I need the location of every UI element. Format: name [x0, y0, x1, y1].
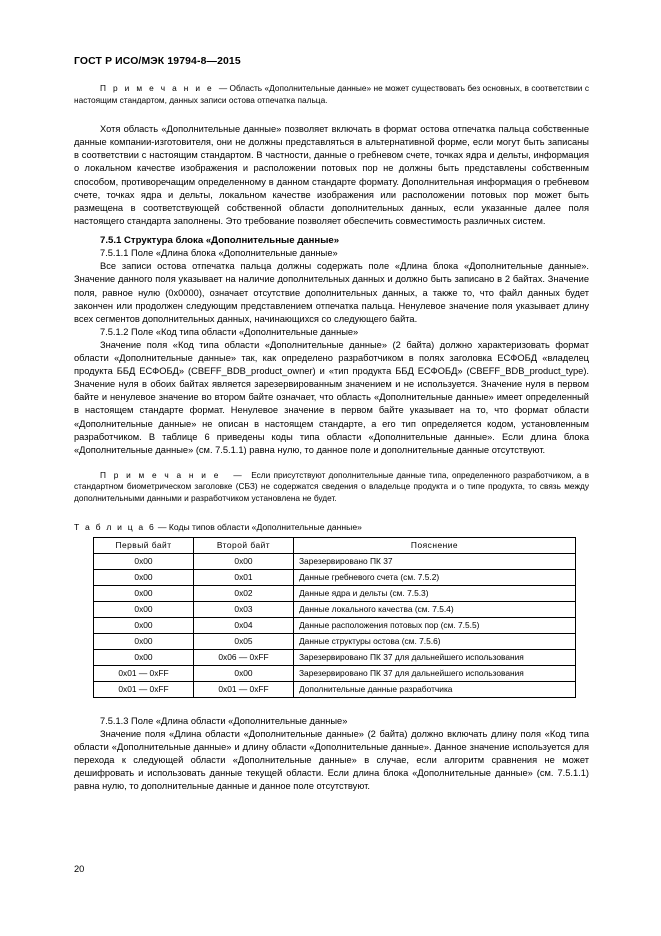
table-header: [94, 537, 576, 553]
table-additional-data-type-codes: [93, 537, 576, 698]
cell-explanation: Данные ядра и дельты (см. 7.5.3): [294, 585, 576, 601]
cell-explanation: Данные локального качества (см. 7.5.4): [294, 601, 576, 617]
table-caption-text: Коды типов области «Дополнительные данные»: [168, 521, 362, 532]
page-content: [74, 56, 589, 793]
cell-first-byte: 0x00: [94, 553, 194, 569]
cell-second-byte: 0x00: [194, 553, 294, 569]
spacer: [74, 457, 589, 470]
table-body: [94, 553, 576, 697]
table-row: [94, 649, 576, 665]
column-header-explanation: Пояснение: [294, 537, 576, 553]
page-number: 20: [74, 864, 85, 874]
spacer: [74, 505, 589, 522]
cell-second-byte: 0x04: [194, 617, 294, 633]
document-header: ГОСТ Р ИСО/МЭК 19794-8—2015: [74, 56, 241, 67]
paragraph-overview: Хотя область «Дополнительные данные» позволяет включать в формат остова отпечатка пальца собственные данные компании-изготовителя, они не должны представляться в альтернативной форме, если могут быть записаны в соответствии с настоящим стандартом. В частности, данные о гребневом счете, точках ядра и дельты, информация о локальном качестве изображения и расположении потовых пор не должны быть представлены собственным способом, противоречащим определенному в данном стандарте формату. Дополнительная информация о гребневом счете, точках ядра и дельты, локальном качестве изображения или расположении потовых пор может быть размещена в соответствующей собственной области дополнительных данных, если указанные далее поля настоящего стандарта заполнены. Это требование позволяет обеспечить совместимость различных систем.: [74, 124, 589, 226]
column-header-second-byte: Второй байт: [194, 537, 294, 553]
table-caption-label: Т а б л и ц а 6: [74, 521, 156, 532]
table-row: [94, 617, 576, 633]
cell-first-byte: 0x00: [94, 633, 194, 649]
note-label-1: П р и м е ч а н и е: [100, 83, 214, 93]
paragraph-7-5-1-3: Значение поля «Длина области «Дополнительные данные» (2 байта) должно включать длину поля «Код типа области «Дополнительные данные» и длину области «Дополнительные данные». Данное значение используется для перехода к следующей области «Дополнительные данные» в случае, если алгоритм сравнения не может дешифровать и использовать данные текущей области. Если длина блока «Дополнительные данные» (см. 7.5.1.1) равна нулю, то дополнительные данные и данное поле отсутствуют.: [74, 728, 589, 792]
cell-first-byte: 0x01 — 0xFF: [94, 681, 194, 697]
table-caption: [74, 522, 589, 532]
table-row: [94, 681, 576, 697]
table-row: [94, 665, 576, 681]
paragraph-7-5-1-1: Все записи остова отпечатка пальца должны содержать поле «Длина блока «Дополнительные данные». Значение данного поля указывает на наличие дополнительных данных и должно быть записано в 2 байтах. Значение поля, равное нулю (0x0000), означает отсутствие дополнительных данных, а также то, что файл данных будет закончен или продолжен следующим представлением отпечатка пальца. Ненулевое значение поля указывает длину всех сегментов дополнительных данных, начинающихся со следующего байта.: [74, 261, 589, 324]
cell-first-byte: 0x01 — 0xFF: [94, 665, 194, 681]
table-header-row: [94, 537, 576, 553]
cell-explanation: Данные структуры остова (см. 7.5.6): [294, 633, 576, 649]
cell-first-byte: 0x00: [94, 569, 194, 585]
note-paragraph-2: [74, 470, 589, 505]
table-row: [94, 633, 576, 649]
table-row: [94, 601, 576, 617]
column-header-first-byte: Первый байт: [94, 537, 194, 553]
table-row: [94, 569, 576, 585]
section-heading-7-5-1: 7.5.1 Структура блока «Дополнительные данные»: [100, 234, 340, 246]
cell-second-byte: 0x00: [194, 665, 294, 681]
cell-explanation: Зарезервировано ПК 37 для дальнейшего использования: [294, 665, 576, 681]
spacer: [74, 698, 589, 715]
cell-explanation: Зарезервировано ПК 37: [294, 553, 576, 569]
table-caption-dash: —: [157, 521, 167, 532]
cell-first-byte: 0x00: [94, 601, 194, 617]
note-dash-2: —: [233, 469, 242, 480]
note-dash-1: —: [218, 83, 228, 93]
subsection-heading-7-5-1-2: 7.5.1.2 Поле «Код типа области «Дополнительные данные»: [100, 326, 359, 337]
cell-explanation: Дополнительные данные разработчика: [294, 681, 576, 697]
subsection-heading-7-5-1-3: 7.5.1.3 Поле «Длина области «Дополнительные данные»: [100, 715, 348, 726]
cell-first-byte: 0x00: [94, 617, 194, 633]
cell-second-byte: 0x03: [194, 601, 294, 617]
cell-explanation: Зарезервировано ПК 37 для дальнейшего использования: [294, 649, 576, 665]
cell-second-byte: 0x05: [194, 633, 294, 649]
cell-first-byte: 0x00: [94, 649, 194, 665]
cell-second-byte: 0x01: [194, 569, 294, 585]
table-row: [94, 553, 576, 569]
cell-explanation: Данные гребневого счета (см. 7.5.2): [294, 569, 576, 585]
note-text-2: Если присутствуют дополнительные данные типа, определенного разработчиком, а в стандартном биометрическом заголовке (СБЗ) не содержатся сведения о владельце продукта и о типе продукта, то связь между дополнительными данными и разработчиком установлена не будет.: [74, 469, 589, 504]
table-row: [94, 585, 576, 601]
cell-first-byte: 0x00: [94, 585, 194, 601]
paragraph-7-5-1-2: Значение поля «Код типа области «Дополнительные данные» (2 байта) должно характеризовать формат области «Дополнительные данные» так, как определено разработчиком в полях заголовка ЕСФОБД «владелец продукта ББД ЕСФОБД» (CBEFF_BDB_product_owner) и «тип продукта ББД ЕСФОБД» (CBEFF_BDB_product_type). Значение нуля в обоих байтах является зарезервированным значением и не используется. Значение нуля в первом байте и ненулевое значение во втором байте означает, что область «Дополнительные данные» имеет определенный в настоящем стандарте формат. Ненулевое значение в первом байте указывает на то, что формат области «Дополнительные данные» не описан в настоящем стандарте, а его тип определяется кодом, установленным разработчиком. В таблице 6 приведены коды типа области «Дополнительные данные». Если длина блока «Дополнительные данные» (см. 7.5.1.1) равна нулю, то данное поле и дополнительные данные отсутствуют.: [74, 340, 589, 455]
note-label-2: П р и м е ч а н и е: [100, 469, 221, 480]
note-text-1: Область «Дополнительные данные» не может существовать без основных, в соответствии с настоящим стандартом, данных записи остова отпечатка пальца.: [74, 83, 589, 105]
note-paragraph-1: [74, 83, 589, 106]
subsection-heading-7-5-1-1: 7.5.1.1 Поле «Длина блока «Дополнительные данные»: [100, 248, 338, 259]
cell-second-byte: 0x06 — 0xFF: [194, 649, 294, 665]
cell-explanation: Данные расположения потовых пор (см. 7.5.5): [294, 617, 576, 633]
cell-second-byte: 0x01 — 0xFF: [194, 681, 294, 697]
cell-second-byte: 0x02: [194, 585, 294, 601]
spacer: [74, 106, 589, 123]
